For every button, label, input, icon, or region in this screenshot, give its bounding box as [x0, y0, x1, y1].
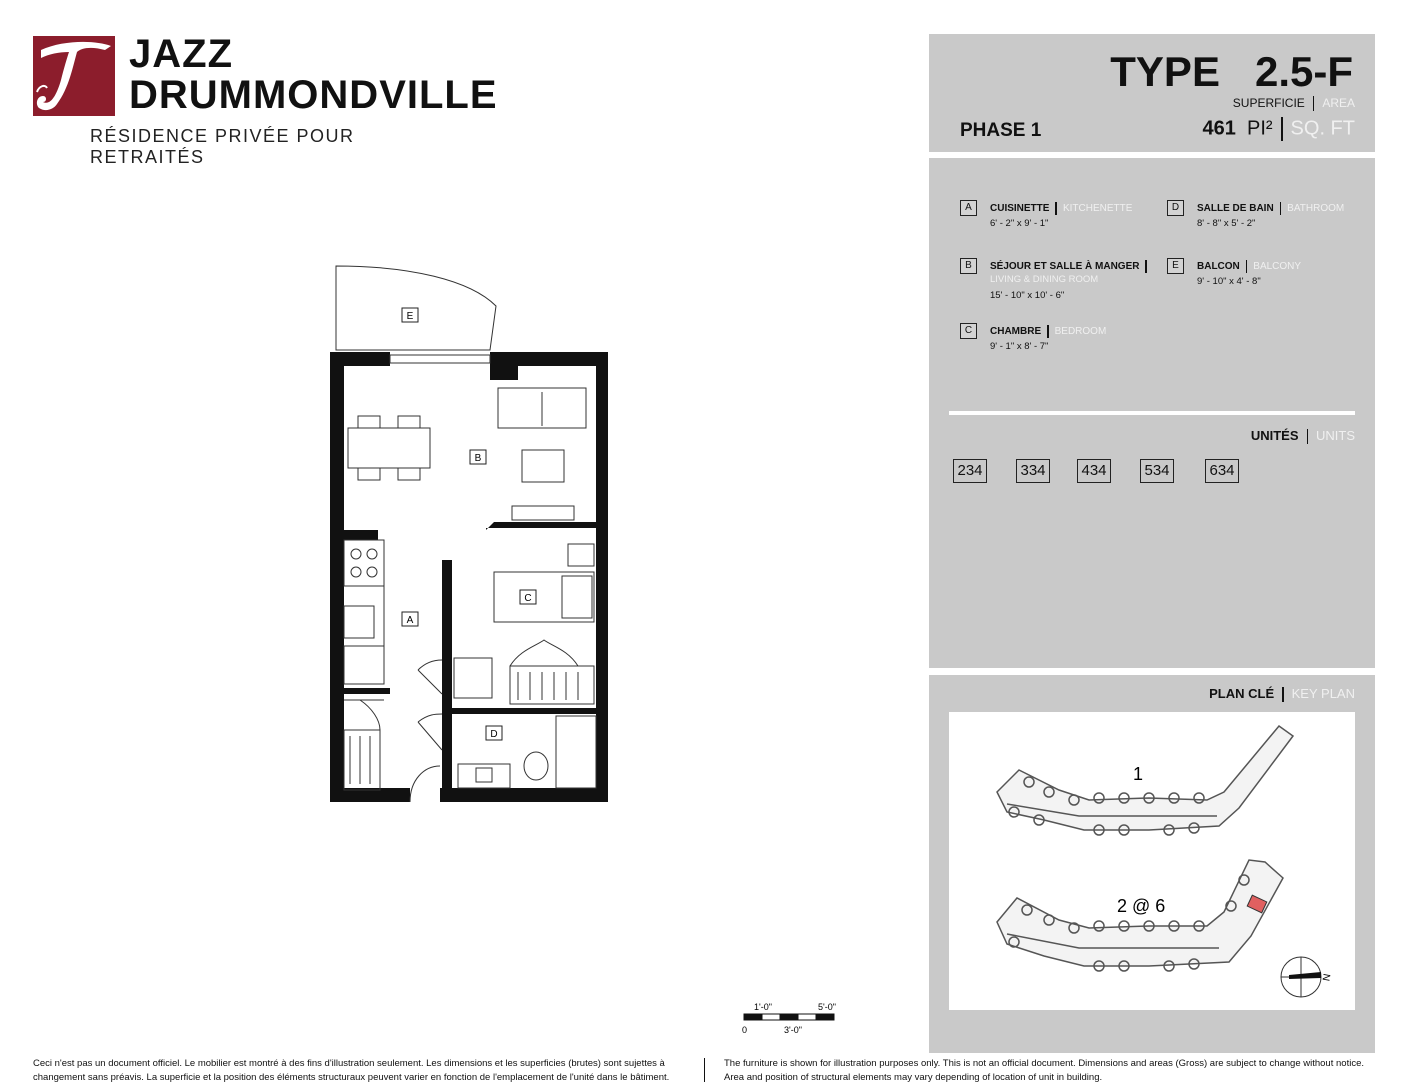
north-label: N [1321, 972, 1334, 982]
room-name-fr: SÉJOUR ET SALLE À MANGER [990, 261, 1140, 273]
key-plan-building-floor1 [997, 726, 1293, 835]
area-label [1233, 96, 1355, 111]
logo-mark-icon [33, 36, 115, 116]
room-name-en: LIVING & DINING ROOM [990, 274, 1099, 285]
type-header-panel [929, 34, 1375, 152]
footer-separator [704, 1058, 705, 1082]
room-name-fr: CUISINETTE [990, 203, 1050, 215]
room-name-en: BEDROOM [1054, 326, 1107, 338]
unit-box: 234 [953, 459, 987, 483]
separator [1281, 117, 1283, 141]
unit-box: 634 [1205, 459, 1239, 483]
bathtub [556, 716, 596, 788]
room-dims: 8' - 8" x 5' - 2" [1197, 218, 1256, 229]
separator [1246, 260, 1248, 273]
room-name-fr: SALLE DE BAIN [1197, 203, 1274, 215]
room-name [990, 202, 1132, 215]
key-plan-map [949, 712, 1355, 1010]
area-number: 461 [1202, 117, 1236, 140]
logo-subtitle: RÉSIDENCE PRIVÉE POUR RETRAITÉS [90, 126, 355, 167]
sofa [498, 388, 586, 520]
key-plan-floor-top: 1 [1133, 764, 1144, 784]
area-label-en: AREA [1322, 96, 1355, 110]
bedroom-furniture [454, 544, 594, 704]
doors [344, 660, 442, 802]
dining-table [348, 416, 430, 480]
room-name-en: KITCHENETTE [1062, 203, 1133, 215]
plan-label-a: A [406, 615, 414, 626]
key-plan-floor-bottom: 2 @ 6 [1117, 896, 1166, 916]
room-dims: 15' - 10" x 10' - 6" [990, 290, 1065, 301]
separator [1313, 96, 1315, 111]
room-name-en: BALCONY [1253, 261, 1302, 273]
separator [1282, 687, 1284, 702]
plan-label-b: B [474, 453, 482, 464]
type-title: TYPE 2.5-F [1110, 48, 1353, 95]
washer [454, 658, 492, 698]
logo [33, 32, 498, 167]
toilet [524, 752, 548, 780]
rooms-panel [929, 158, 1375, 668]
room-letter: B [960, 258, 977, 274]
unit-box: 534 [1140, 459, 1174, 483]
room-name-fr: BALCON [1197, 261, 1240, 273]
scale-label-3ft: 3'-0" [784, 1025, 802, 1035]
nightstand [568, 544, 594, 566]
patio-door [390, 355, 490, 363]
sink [344, 606, 374, 638]
key-plan-label [1209, 686, 1355, 702]
key-plan-label-en: KEY PLAN [1291, 686, 1355, 701]
room-letter: E [1167, 258, 1184, 274]
area-label-fr: SUPERFICIE [1232, 96, 1305, 110]
separator [1307, 429, 1309, 444]
stove [344, 540, 384, 586]
separator [1280, 202, 1282, 215]
area-value [1202, 117, 1355, 141]
logo-line1: JAZZ [129, 32, 233, 76]
room-name [990, 325, 1106, 338]
fridge [344, 646, 384, 684]
room-dims: 9' - 1" x 8' - 7" [990, 341, 1049, 352]
scale-bar [740, 1000, 850, 1040]
tv-stand [512, 506, 574, 520]
coffee-table [522, 450, 564, 482]
plan-label-e: E [406, 311, 414, 322]
logo-line2: DRUMMONDVILLE [129, 73, 498, 117]
bed [494, 572, 594, 622]
key-plan-panel [929, 675, 1375, 1053]
separator [1145, 260, 1147, 273]
phase-label: PHASE 1 [960, 120, 1042, 141]
key-plan-label-fr: PLAN CLÉ [1209, 686, 1275, 701]
divider [949, 411, 1355, 415]
plan-label-c: C [524, 593, 532, 604]
scale-label-0: 0 [742, 1025, 748, 1035]
area-unit-fr: PI² [1246, 117, 1273, 140]
wardrobe [510, 666, 594, 704]
unit-box: 434 [1077, 459, 1111, 483]
separator [1047, 325, 1049, 338]
room-letter: C [960, 323, 977, 339]
floor-plan [300, 260, 640, 820]
room-name-en: BATHROOM [1287, 203, 1345, 215]
room-dims: 9' - 10" x 4' - 8" [1197, 276, 1261, 287]
room-name [1197, 260, 1301, 273]
bathroom-fixtures [458, 716, 596, 788]
units-label-fr: UNITÉS [1250, 428, 1299, 443]
footer-disclaimer-fr: Ceci n'est pas un document officiel. Le mobilier est montré à des fins d'illustration seulement. Les dimensions et les superficies (brutes) sont sujettes à changement sans préavis. La superficie et la position des éléments structuraux peuvent varier en fonction de l'emplacement de l'unité dans le bâtiment. [33, 1058, 670, 1083]
room-name-fr: CHAMBRE [990, 326, 1042, 338]
north-arrow-icon [1281, 957, 1333, 997]
logo-title [129, 34, 498, 116]
closet [344, 730, 380, 790]
kitchenette [344, 540, 384, 790]
area-unit-en: SQ. FT [1290, 117, 1355, 140]
unit-box: 334 [1016, 459, 1050, 483]
units-label-en: UNITS [1316, 428, 1355, 443]
scale-label-1ft: 1'-0" [754, 1002, 772, 1012]
plan-label-d: D [490, 729, 498, 740]
room-name [990, 260, 1153, 273]
footer-disclaimer-en: The furniture is shown for illustration purposes only. This is not an official document. Dimensions and areas (Gross) are subject to change without notice. Area and position of structural elements may vary depending of location of unit in building. [724, 1058, 1364, 1083]
room-letter: A [960, 200, 977, 216]
separator [1055, 202, 1057, 215]
scale-label-5ft: 5'-0" [818, 1002, 836, 1012]
units-label [1251, 428, 1355, 444]
room-name [1197, 202, 1344, 215]
room-letter: D [1167, 200, 1184, 216]
room-dims: 6' - 2" x 9' - 1" [990, 218, 1049, 229]
